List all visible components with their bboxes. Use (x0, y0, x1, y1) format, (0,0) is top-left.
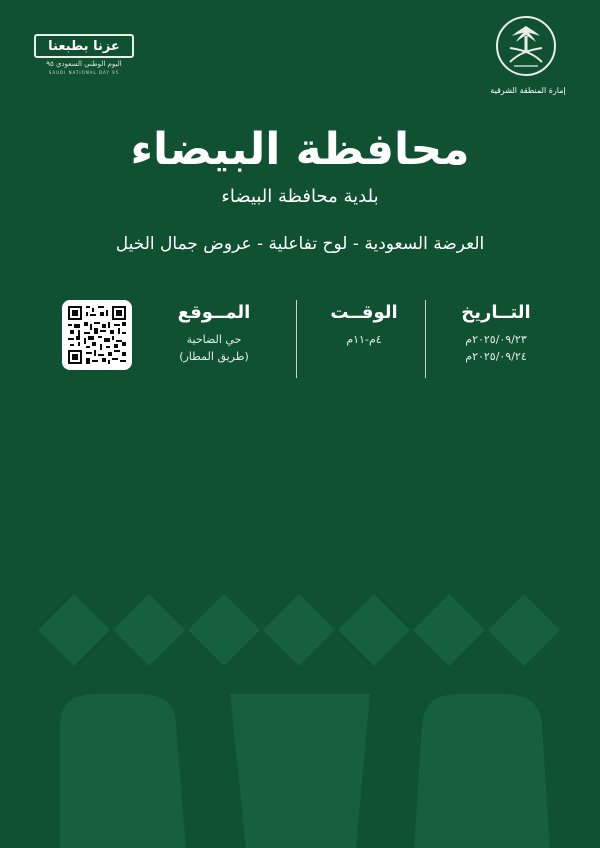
palm-swords-icon (498, 18, 554, 74)
page-subtitle: بلدية محافظة البيضاء (221, 186, 379, 207)
national-day-slogan: عزنا بطبعنا (48, 38, 120, 54)
national-day-logo (34, 34, 134, 78)
date-day-2: ٢٠٢٥/٠٩/٢٤م (465, 350, 527, 363)
location-line-1: حي الضاحية (186, 333, 242, 346)
decorative-pattern (0, 590, 600, 848)
diamond-6 (413, 594, 485, 666)
diamond-1 (38, 594, 110, 666)
diamond-5 (338, 594, 410, 666)
cup-center (230, 694, 370, 848)
location-line-2: (طريق المطار) (179, 350, 249, 363)
event-activities: العرضة السعودية - لوح تفاعلية - عروض جمال الخيل (115, 234, 485, 254)
date-label: التــاريخ (461, 302, 531, 323)
diamond-4 (263, 594, 335, 666)
national-day-slogan-box (34, 34, 134, 58)
national-day-latin: SAUDI NATIONAL DAY 95 (48, 70, 120, 75)
page-title: محافظة البيضاء (130, 124, 470, 175)
qr-code[interactable] (62, 300, 132, 370)
diamond-3 (188, 594, 260, 666)
date-day-1: ٢٠٢٥/٠٩/٢٣م (465, 333, 527, 346)
arch-left (60, 694, 186, 848)
time-label: الوقــت (330, 302, 398, 323)
location-section (146, 302, 282, 365)
qr-code-icon (68, 306, 126, 364)
time-value: ٤م-١١م (346, 333, 382, 346)
date-section (438, 302, 554, 365)
time-section (306, 302, 422, 348)
divider-right (425, 300, 426, 378)
emblem-caption: إمارة المنطقة الشرقية (490, 86, 566, 95)
national-day-subtitle: اليوم الوطني السعودي ٩٥ (46, 60, 122, 68)
emblem-ring (496, 16, 556, 76)
arch-right (414, 694, 550, 848)
diamond-2 (113, 594, 185, 666)
diamond-7 (488, 594, 560, 666)
divider-left (296, 300, 297, 378)
location-label: المــوقع (177, 302, 251, 323)
eastern-province-emblem (488, 10, 568, 100)
